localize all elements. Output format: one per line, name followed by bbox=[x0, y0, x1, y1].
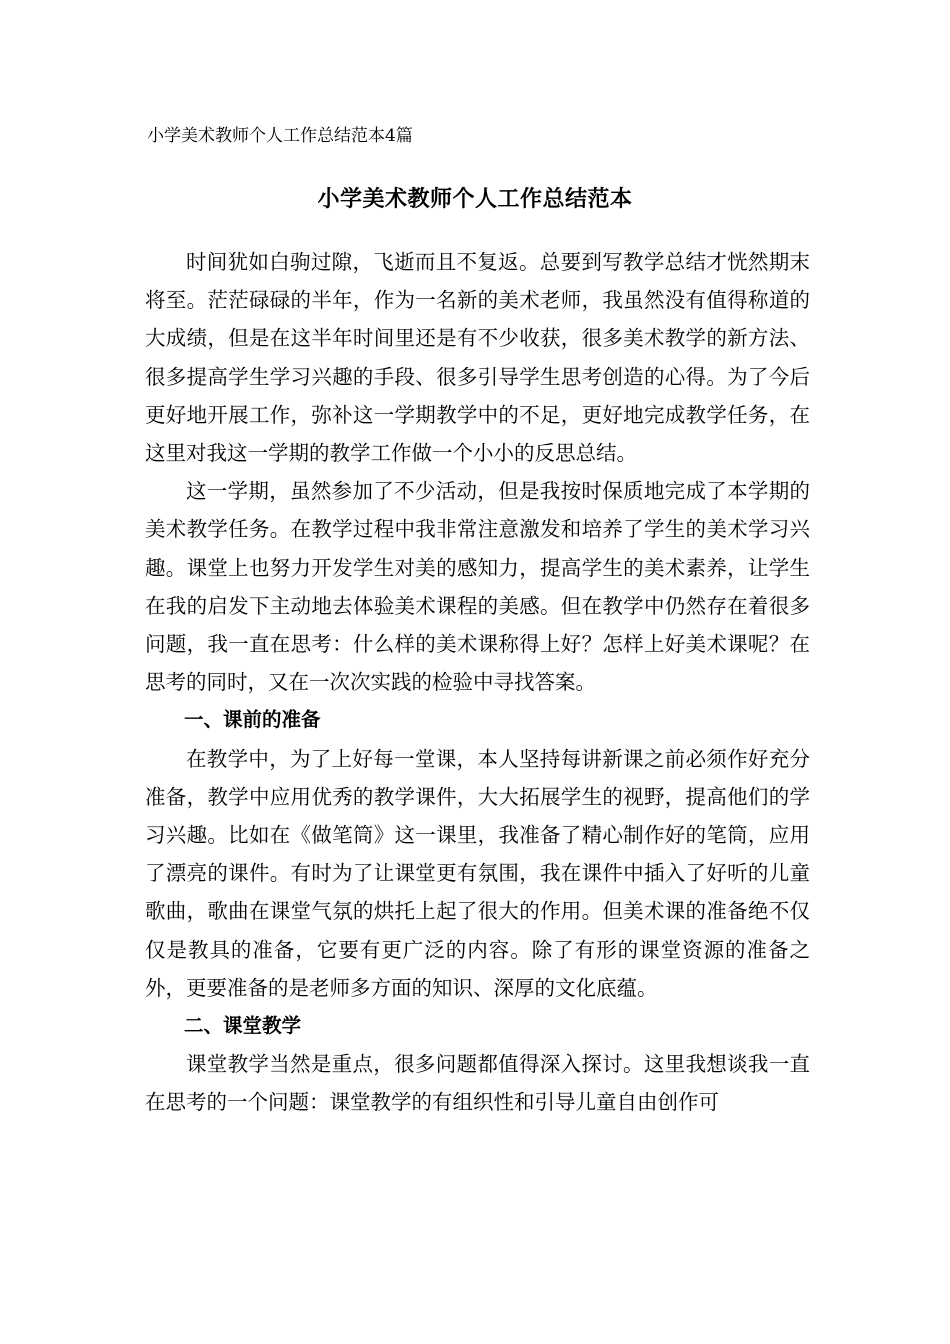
document-title: 小学美术教师个人工作总结范本 bbox=[317, 187, 633, 212]
section-paragraph-preparation: 在教学中，为了上好每一堂课，本人坚持每讲新课之前必须作好充分准备，教学中应用优秀的教学课件，大大拓展学生的视野，提高他们的学习兴趣。比如在《做笔筒》这一课里，我准备了精心制作好的笔筒，应用了漂亮的课件。有时为了让课堂更有氛围，我在课件中插入了好听的儿童歌曲，歌曲在课堂气氛的烘托上起了很大的作用。但美术课的准备绝不仅仅是教具的准备，它要有更广泛的内容。除了有形的课堂资源的准备之外，更要准备的是老师多方面的知识、深厚的文化底蕴。 bbox=[145, 746, 810, 1000]
document-body bbox=[145, 243, 810, 1122]
section-paragraph-classroom: 课堂教学当然是重点，很多问题都值得深入探讨。这里我想谈我一直在思考的一个问题：课堂教学的有组织性和引导儿童自由创作可 bbox=[145, 1052, 810, 1115]
section-heading-classroom: 二、课堂教学 bbox=[184, 1014, 302, 1038]
section-heading-preparation: 一、课前的准备 bbox=[184, 708, 321, 732]
document-header: 小学美术教师个人工作总结范本4篇 bbox=[147, 126, 413, 146]
intro-paragraph-1: 时间犹如白驹过隙，飞逝而且不复返。总要到写教学总结才恍然期末将至。茫茫碌碌的半年，作为一名新的美术老师，我虽然没有值得称道的大成绩，但是在这半年时间里还是有不少收获，很多美术教学的新方法、很多提高学生学习兴趣的手段、很多引导学生思考创造的心得。为了今后更好地开展工作，弥补这一学期教学中的不足，更好地完成教学任务，在这里对我这一学期的教学工作做一个小小的反思总结。 bbox=[145, 250, 810, 466]
intro-paragraph-2: 这一学期，虽然参加了不少活动，但是我按时保质地完成了本学期的美术教学任务。在教学过程中我非常注意激发和培养了学生的美术学习兴趣。课堂上也努力开发学生对美的感知力，提高学生的美术素养，让学生在我的启发下主动地去体验美术课程的美感。但在教学中仍然存在着很多问题，我一直在思考：什么样的美术课称得上好？怎样上好美术课呢？在思考的同时，又在一次次实践的检验中寻找答案。 bbox=[145, 479, 810, 695]
